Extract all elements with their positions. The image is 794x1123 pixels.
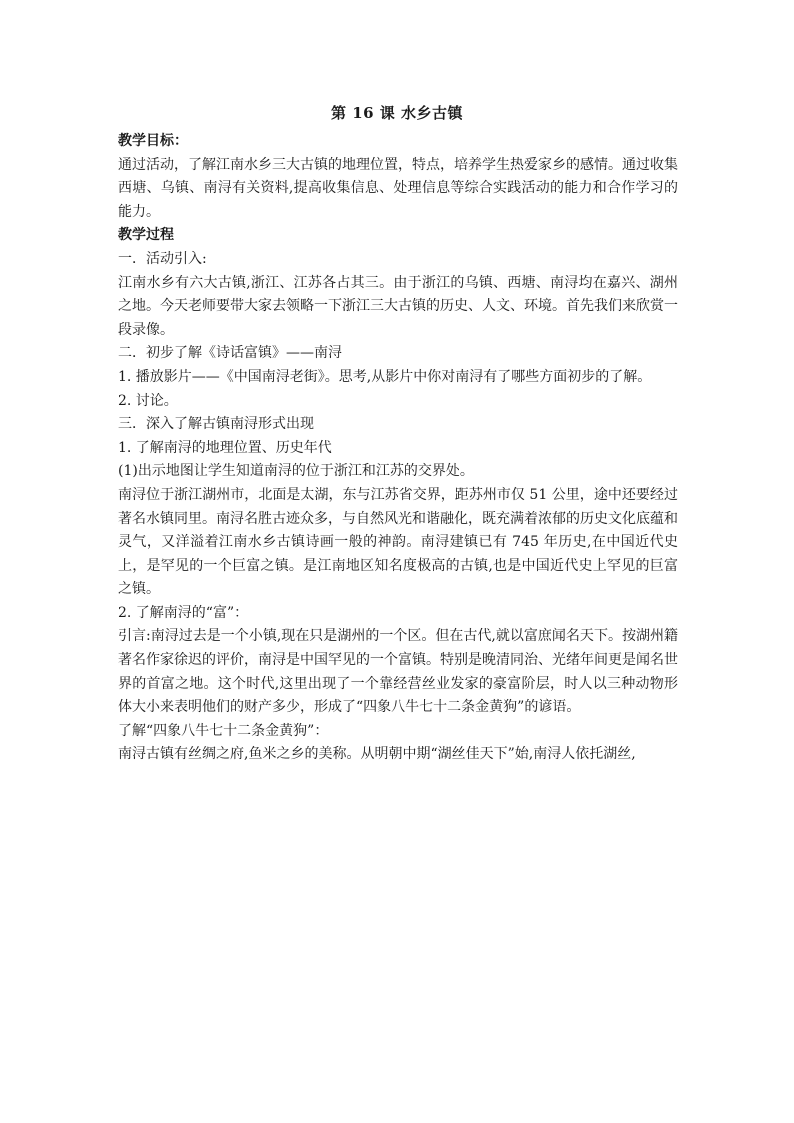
paragraph-step-3-title: 三．深入了解古镇南浔形式出现: [118, 416, 314, 433]
document-title: 第 16 课 水乡古镇: [330, 104, 464, 122]
paragraph-nanxun-location: 南浔位于浙江湖州市，北面是太湖，东与江苏省交界，距苏州市仅 51 公里，途中还要经过著名水镇同里。南浔名胜古迹众多，与自然风光和谐融化，既充满着浓郁的历史文化底蕴和灵气，又洋溢着江南水乡古镇诗画一般的神韵。南浔建镇已有 745 年历史,在中国近代史上，是罕见的一个巨富之镇。是江南地区知名度极高的古镇,也是中国近代史上罕见的巨富之镇。: [118, 486, 678, 598]
paragraph-step-3-item-2: 2. 了解南浔的“富”：: [118, 604, 249, 621]
paragraph-step-1-title: 一．活动引入:: [118, 250, 207, 267]
paragraph-map-note: (1)出示地图让学生知道南浔的位于浙江和江苏的交界处。: [118, 463, 474, 480]
paragraph-step-2-title: 二．初步了解《诗话富镇》——南浔: [118, 345, 342, 362]
paragraph-intro: 江南水乡有六大古镇,浙江、江苏各占其三。由于浙江的乌镇、西塘、南浔均在嘉兴、湖州之地。今天老师要带大家去领略一下浙江三大古镇的历史、人文、环境。首先我们来欣赏一段录像。: [118, 274, 678, 338]
paragraph-objectives: 通过活动，了解江南水乡三大古镇的地理位置，特点，培养学生热爱家乡的感情。通过收集西塘、乌镇、南浔有关资料,提高收集信息、处理信息等综合实践活动的能力和合作学习的能力。: [118, 156, 678, 220]
section-heading-process: 教学过程: [118, 227, 174, 244]
paragraph-proverb-heading: 了解“四象八牛七十二条金黄狗”：: [118, 722, 329, 739]
paragraph-silk-history: 南浔古镇有丝绸之府,鱼米之乡的美称。从明朝中期“湖丝佳天下”始,南浔人依托湖丝,: [118, 746, 636, 763]
paragraph-step-3-item-1: 1. 了解南浔的地理位置、历史年代: [118, 439, 332, 456]
paragraph-step-2-item-1: 1. 播放影片——《中国南浔老街》。思考,从影片中你对南浔有了哪些方面初步的了解。: [118, 368, 652, 385]
paragraph-step-2-item-2: 2. 讨论。: [118, 392, 178, 409]
document-body: [118, 130, 678, 767]
paragraph-wealth-intro: 引言:南浔过去是一个小镇,现在只是湖州的一个区。但在古代,就以富庶闻名天下。按湖州籍著名作家徐迟的评价，南浔是中国罕见的一个富镇。特别是晚清同治、光绪年间更是闻名世界的首富之地。这个时代,这里出现了一个靠经营丝业发家的豪富阶层，时人以三种动物形体大小来表明他们的财产多少，形成了“四象八牛七十二条金黄狗”的谚语。: [118, 628, 678, 716]
section-heading-objectives: 教学目标：: [118, 133, 188, 149]
